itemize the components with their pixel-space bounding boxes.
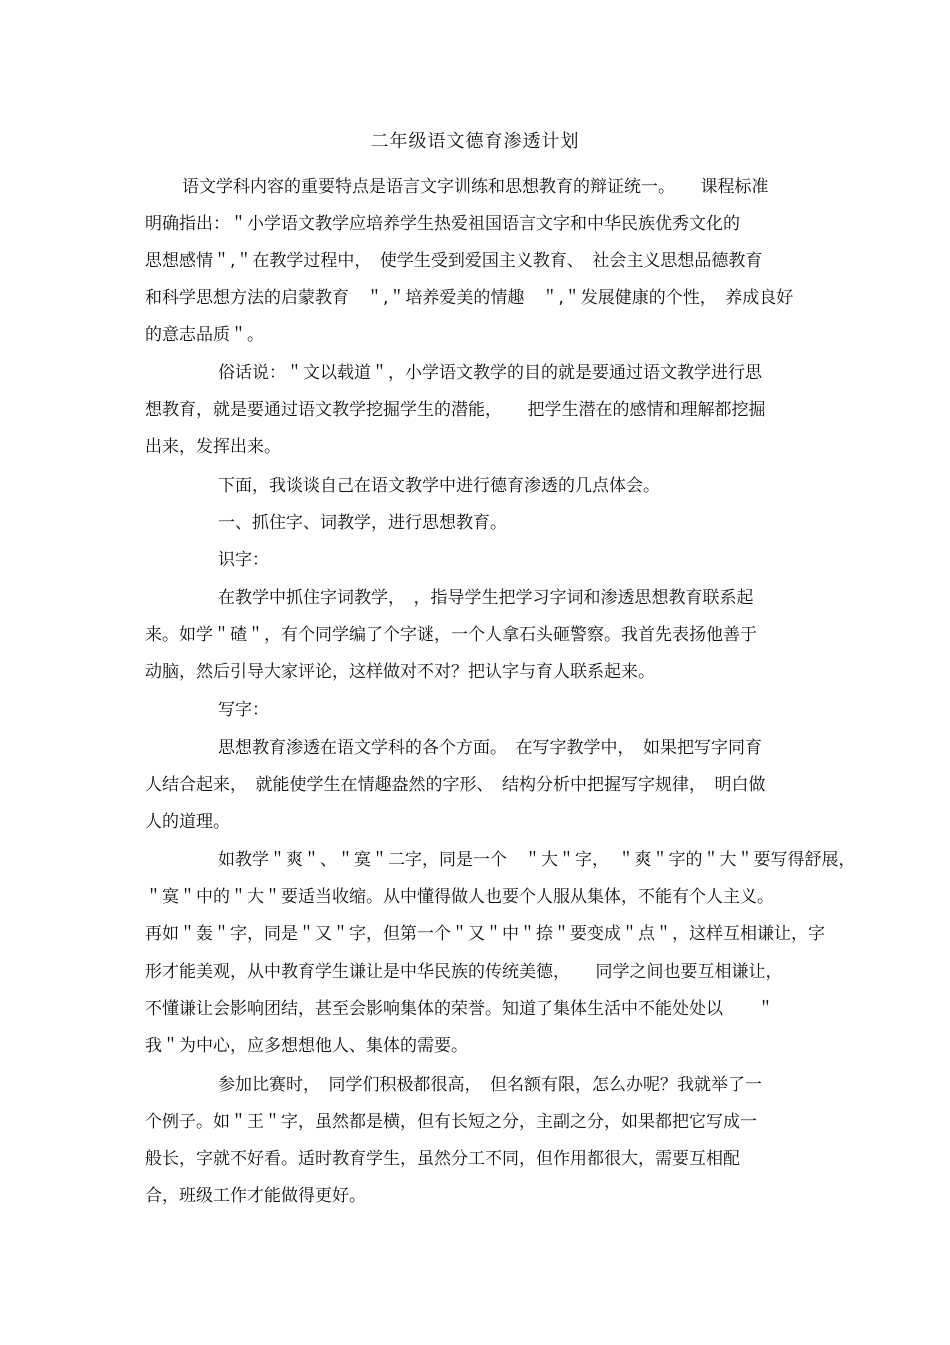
body-line: 的意志品质＂。: [145, 325, 264, 345]
page-title: 二年级语文德育渗透计划: [370, 131, 580, 152]
body-line: 在教学中抓住字词教学， ，指导学生把学习字词和渗透思想教育联系起: [218, 588, 754, 608]
body-line: 俗话说：＂文以载道＂，小学语文教学的目的就是要通过语文教学进行思: [218, 363, 762, 383]
body-line: 和科学思想方法的启蒙教育 ＂,＂培养爱美的情趣 ＂,＂发展健康的个性， 养成良好: [145, 288, 794, 308]
subsection-heading: 写字：: [218, 700, 269, 720]
body-line: 如教学＂爽＂、＂寞＂二字，同是一个 ＂大＂字， ＂爽＂字的＂大＂要写得舒展，: [218, 850, 856, 870]
body-line: 般长，字就不好看。适时教育学生，虽然分工不同，但作用都很大，需要互相配: [145, 1149, 740, 1169]
body-line: 参加比赛时， 同学们积极都很高， 但名额有限，怎么办呢？我就举了一: [218, 1075, 762, 1095]
body-line: 再如＂轰＂字，同是＂又＂字，但第一个＂又＂中＂捺＂要变成＂点＂，这样互相谦让，字: [145, 924, 825, 944]
body-line: 人的道理。: [145, 812, 230, 832]
body-line: 动脑，然后引导大家评论，这样做对不对？把认字与育人联系起来。: [145, 662, 655, 682]
body-line: ＂寞＂中的＂大＂要适当收缩。从中懂得做人也要个人服从集体，不能有个人主义。: [145, 887, 774, 907]
body-line: 形才能美观，从中教育学生谦让是中华民族的传统美德， 同学之间也要互相谦让，: [145, 962, 783, 982]
body-line: 思想感情＂,＂在教学过程中， 使学生受到爱国主义教育、 社会主义思想品德教育: [145, 251, 763, 271]
body-line: 思想教育渗透在语文学科的各个方面。 在写字教学中， 如果把写字同育: [218, 738, 762, 758]
body-line: 出来，发挥出来。: [145, 437, 281, 457]
body-line: 合，班级工作才能做得更好。: [145, 1186, 366, 1206]
body-line: 来。如学＂碴＂，有个同学编了个字谜，一个人拿石头砸警察。我首先表扬他善于: [145, 625, 757, 645]
section-heading: 一、抓住字、词教学，进行思想教育。: [218, 513, 507, 533]
body-line: 下面，我谈谈自己在语文教学中进行德育渗透的几点体会。: [218, 476, 660, 496]
subsection-heading: 识字：: [218, 550, 269, 570]
body-line: 明确指出：＂小学语文教学应培养学生热爱祖国语言文字和中华民族优秀文化的: [145, 214, 740, 234]
body-line: 不懂谦让会影响团结，甚至会影响集体的荣誉。知道了集体生活中不能处处以 ＂: [145, 999, 774, 1019]
body-line: 语文学科内容的重要特点是语言文字训练和思想教育的辩证统一。 课程标准: [182, 177, 769, 197]
body-line: 人结合起来， 就能使学生在情趣盎然的字形、 结构分析中把握写字规律， 明白做: [145, 775, 766, 795]
body-line: 想教育，就是要通过语文教学挖掘学生的潜能， 把学生潜在的感情和理解都挖掘: [145, 400, 766, 420]
body-line: 个例子。如＂王＂字，虽然都是横，但有长短之分，主副之分，如果都把它写成一: [145, 1112, 757, 1132]
body-line: 我＂为中心，应多想想他人、集体的需要。: [145, 1036, 468, 1056]
